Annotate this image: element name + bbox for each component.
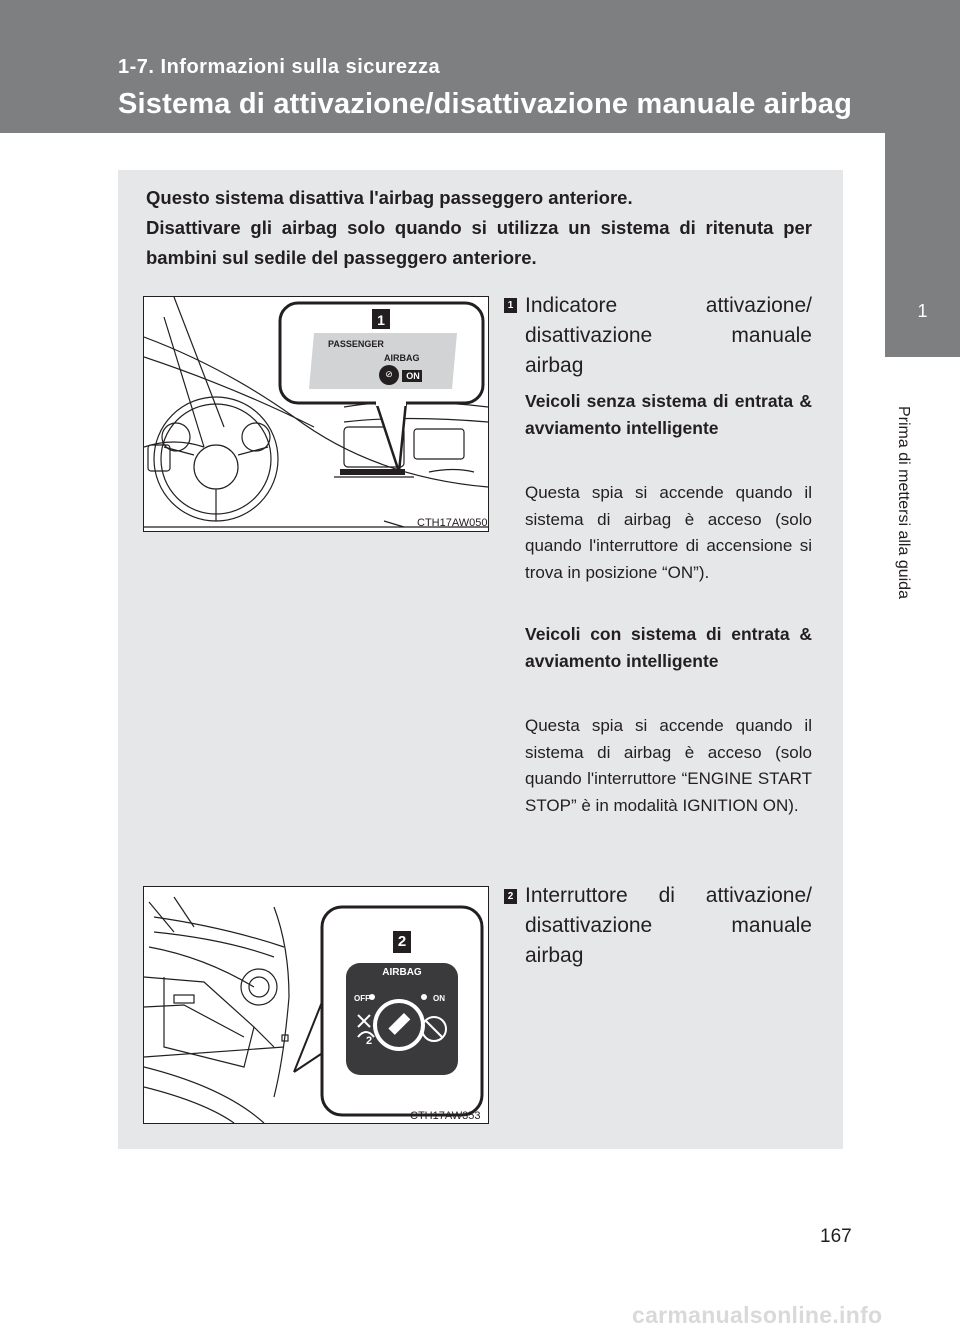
item-badge: 1 [504, 298, 517, 313]
figure-code: CTH17AW050 [417, 517, 488, 529]
airbag-label: AIRBAG [382, 967, 422, 978]
on-indicator: ON [406, 371, 420, 381]
airbag-label: AIRBAG [384, 353, 420, 363]
figure-indicator [143, 296, 489, 532]
item-heading: Interruttore di attivazione/ disattivazione manuale airbag [525, 884, 812, 967]
figure-switch [143, 886, 489, 1124]
glovebox-illustration [144, 887, 488, 1123]
chapter-tab[interactable]: 1 [885, 265, 960, 357]
item-heading: Indicatore attivazione/ disattivazione manuale airbag [525, 294, 812, 377]
intro-line: Questo sistema disattiva l'airbag passeggero anteriore. [146, 187, 633, 208]
on-label: ON [433, 994, 445, 1003]
item-subheading: Veicoli senza sistema di entrata & avviamento intelligente [525, 391, 812, 438]
item-subheading: Veicoli con sistema di entrata & avviamento intelligente [525, 624, 812, 671]
child-seat-icon: 2 [366, 1035, 373, 1047]
airbag-off-icon: ⊘ [385, 369, 393, 379]
dashboard-illustration [144, 297, 488, 531]
figure-badge: 2 [397, 933, 407, 950]
passenger-label: PASSENGER [328, 339, 384, 349]
item-body: Questa spia si accende quando il sistema di airbag è acceso (solo quando l'interruttore “ENGINE START STOP” è in modalità IGNITION ON). [525, 716, 812, 815]
item-body: Questa spia si accende quando il sistema di airbag è acceso (solo quando l'interruttore di accensione si trova in posizione “ON”). [525, 483, 812, 582]
off-label: OFF [354, 994, 370, 1003]
item-badge: 2 [504, 889, 517, 904]
figure-code: CTH17AW353 [410, 1110, 481, 1122]
intro-line: Disattivare gli airbag solo quando si utilizza un sistema di ritenuta per bambini sul sedile del passeggero anteriore. [146, 217, 812, 268]
page-title: Sistema di attivazione/disattivazione manuale airbag [118, 88, 853, 120]
section-label: 1-7. Informazioni sulla sicurezza [118, 56, 441, 78]
figure-badge: 1 [377, 312, 385, 328]
page-number: 167 [820, 1226, 852, 1247]
intro-text [146, 183, 812, 273]
watermark[interactable]: carmanualsonline.info [632, 1302, 883, 1328]
chapter-label: Prima di mettersi alla guida [895, 405, 912, 599]
